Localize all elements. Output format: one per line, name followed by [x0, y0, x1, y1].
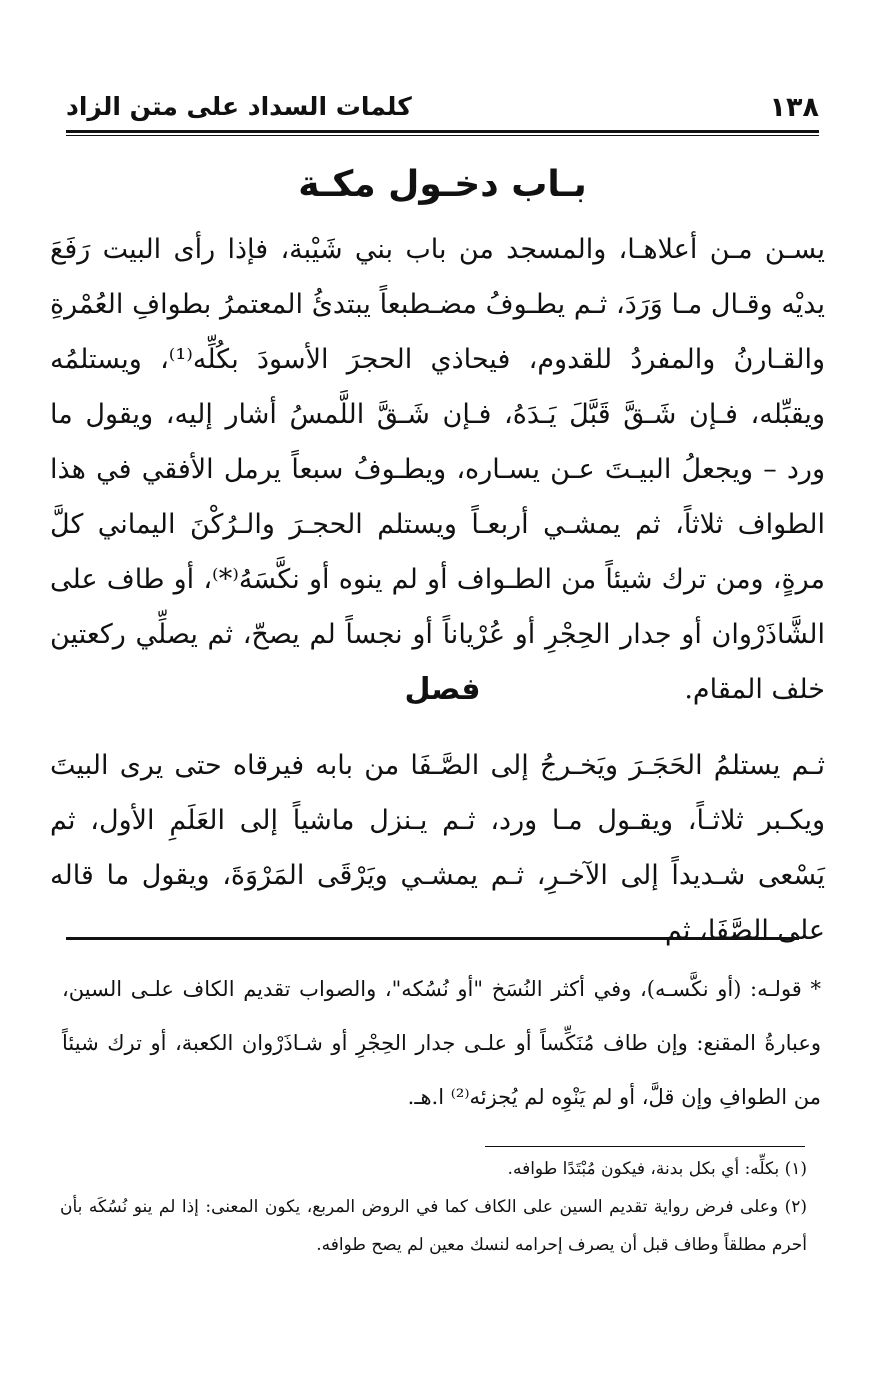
- note-separator: [66, 937, 799, 940]
- footnotes: [60, 1150, 807, 1264]
- page-number: ١٣٨: [769, 92, 819, 123]
- paragraph-1: يسـن مـن أعلاهـا، والمسجد من باب بني شَيْبة، فإذا رأى البيت رَفَعَ يديْه وقـال مـا وَرَدَ، ثـم يطـوفُ مضـطبعاً يبتدئُ المعتمرُ بطوافِ العُمْرةِ والقـارنُ والمفردُ للقدوم، فيحاذي الحجرَ الأسودَ بكُلِّه⁽¹⁾، ويستلمُه ويقبِّله، فـإن شَـقَّ قَبَّلَ يَـدَهُ، فـإن شَـقَّ اللَّمسُ أشار إليه، ويقول ما ورد – ويجعلُ البيـتَ عـن يسـاره، ويطـوفُ سبعاً يرمل الأفقي في هذا الطواف ثلاثاً، ثم يمشـي أربعـاً ويستلم الحجـرَ والـرُكْنَ اليماني كلَّ مرةٍ، ومن ترك شيئاً من الطـواف أو لم ينوه أو نكَّسَهُ⁽*⁾، أو طاف على الشَّاذَرْوان أو جدار الحِجْرِ أو عُرْياناً أو نجساً لم يصحّ، ثم يصلِّي ركعتين خلف المقام.: [50, 234, 825, 705]
- editor-note: * قولـه: (أو نكَّسـه)، وفي أكثر النُسَخ "أو نُسُكه"، والصواب تقديم الكاف علـى السين، وعبارةُ المقنع: وإن طاف مُنَكِّساً أو علـى جدار الحِجْرِ أو شـاذَرْوان الكعبة، أو ترك شيئاً من الطوافِ وإن قلَّ، أو لم يَنْوِه لم يُجزئه⁽²⁾ ا.هـ.: [62, 977, 821, 1109]
- header-rule: [66, 130, 819, 133]
- page-header: [66, 86, 819, 134]
- header-rule-thin: [66, 135, 819, 136]
- footnote-2: (٢) وعلى فرض رواية تقديم السين على الكاف كما في الروض المربع، يكون المعنى: إذا لم ينو نُسُكَه بأن أحرم مطلقاً وطاف قبل أن يصرف إحرامه لنسك معين لم يصح طوافه.: [60, 1197, 807, 1255]
- footnote-separator: [485, 1146, 805, 1147]
- footnote-1: (١) بكلِّه: أي بكل بدنة، فيكون مُبْتَدًا طوافه.: [507, 1159, 807, 1179]
- chapter-title: بـاب دخـول مكـة: [298, 164, 587, 205]
- running-title: كلمات السداد على متن الزاد: [66, 92, 412, 121]
- paragraph-2: ثـم يستلمُ الحَجَـرَ ويَخـرجُ إلى الصَّـفَا من بابه فيرقاه حتى يرى البيتَ ويكـبر ثلاثـاً، ويقـول مـا ورد، ثـم يـنزل ماشياً إلى العَلَمِ الأول، ثم يَسْعى شـديداً إلى الآخـرِ، ثـم يمشـي ويَرْقَى المَرْوَةَ، ويقول ما قاله على الصَّفَا، ثم: [50, 750, 825, 946]
- section-title: فصل: [404, 672, 481, 707]
